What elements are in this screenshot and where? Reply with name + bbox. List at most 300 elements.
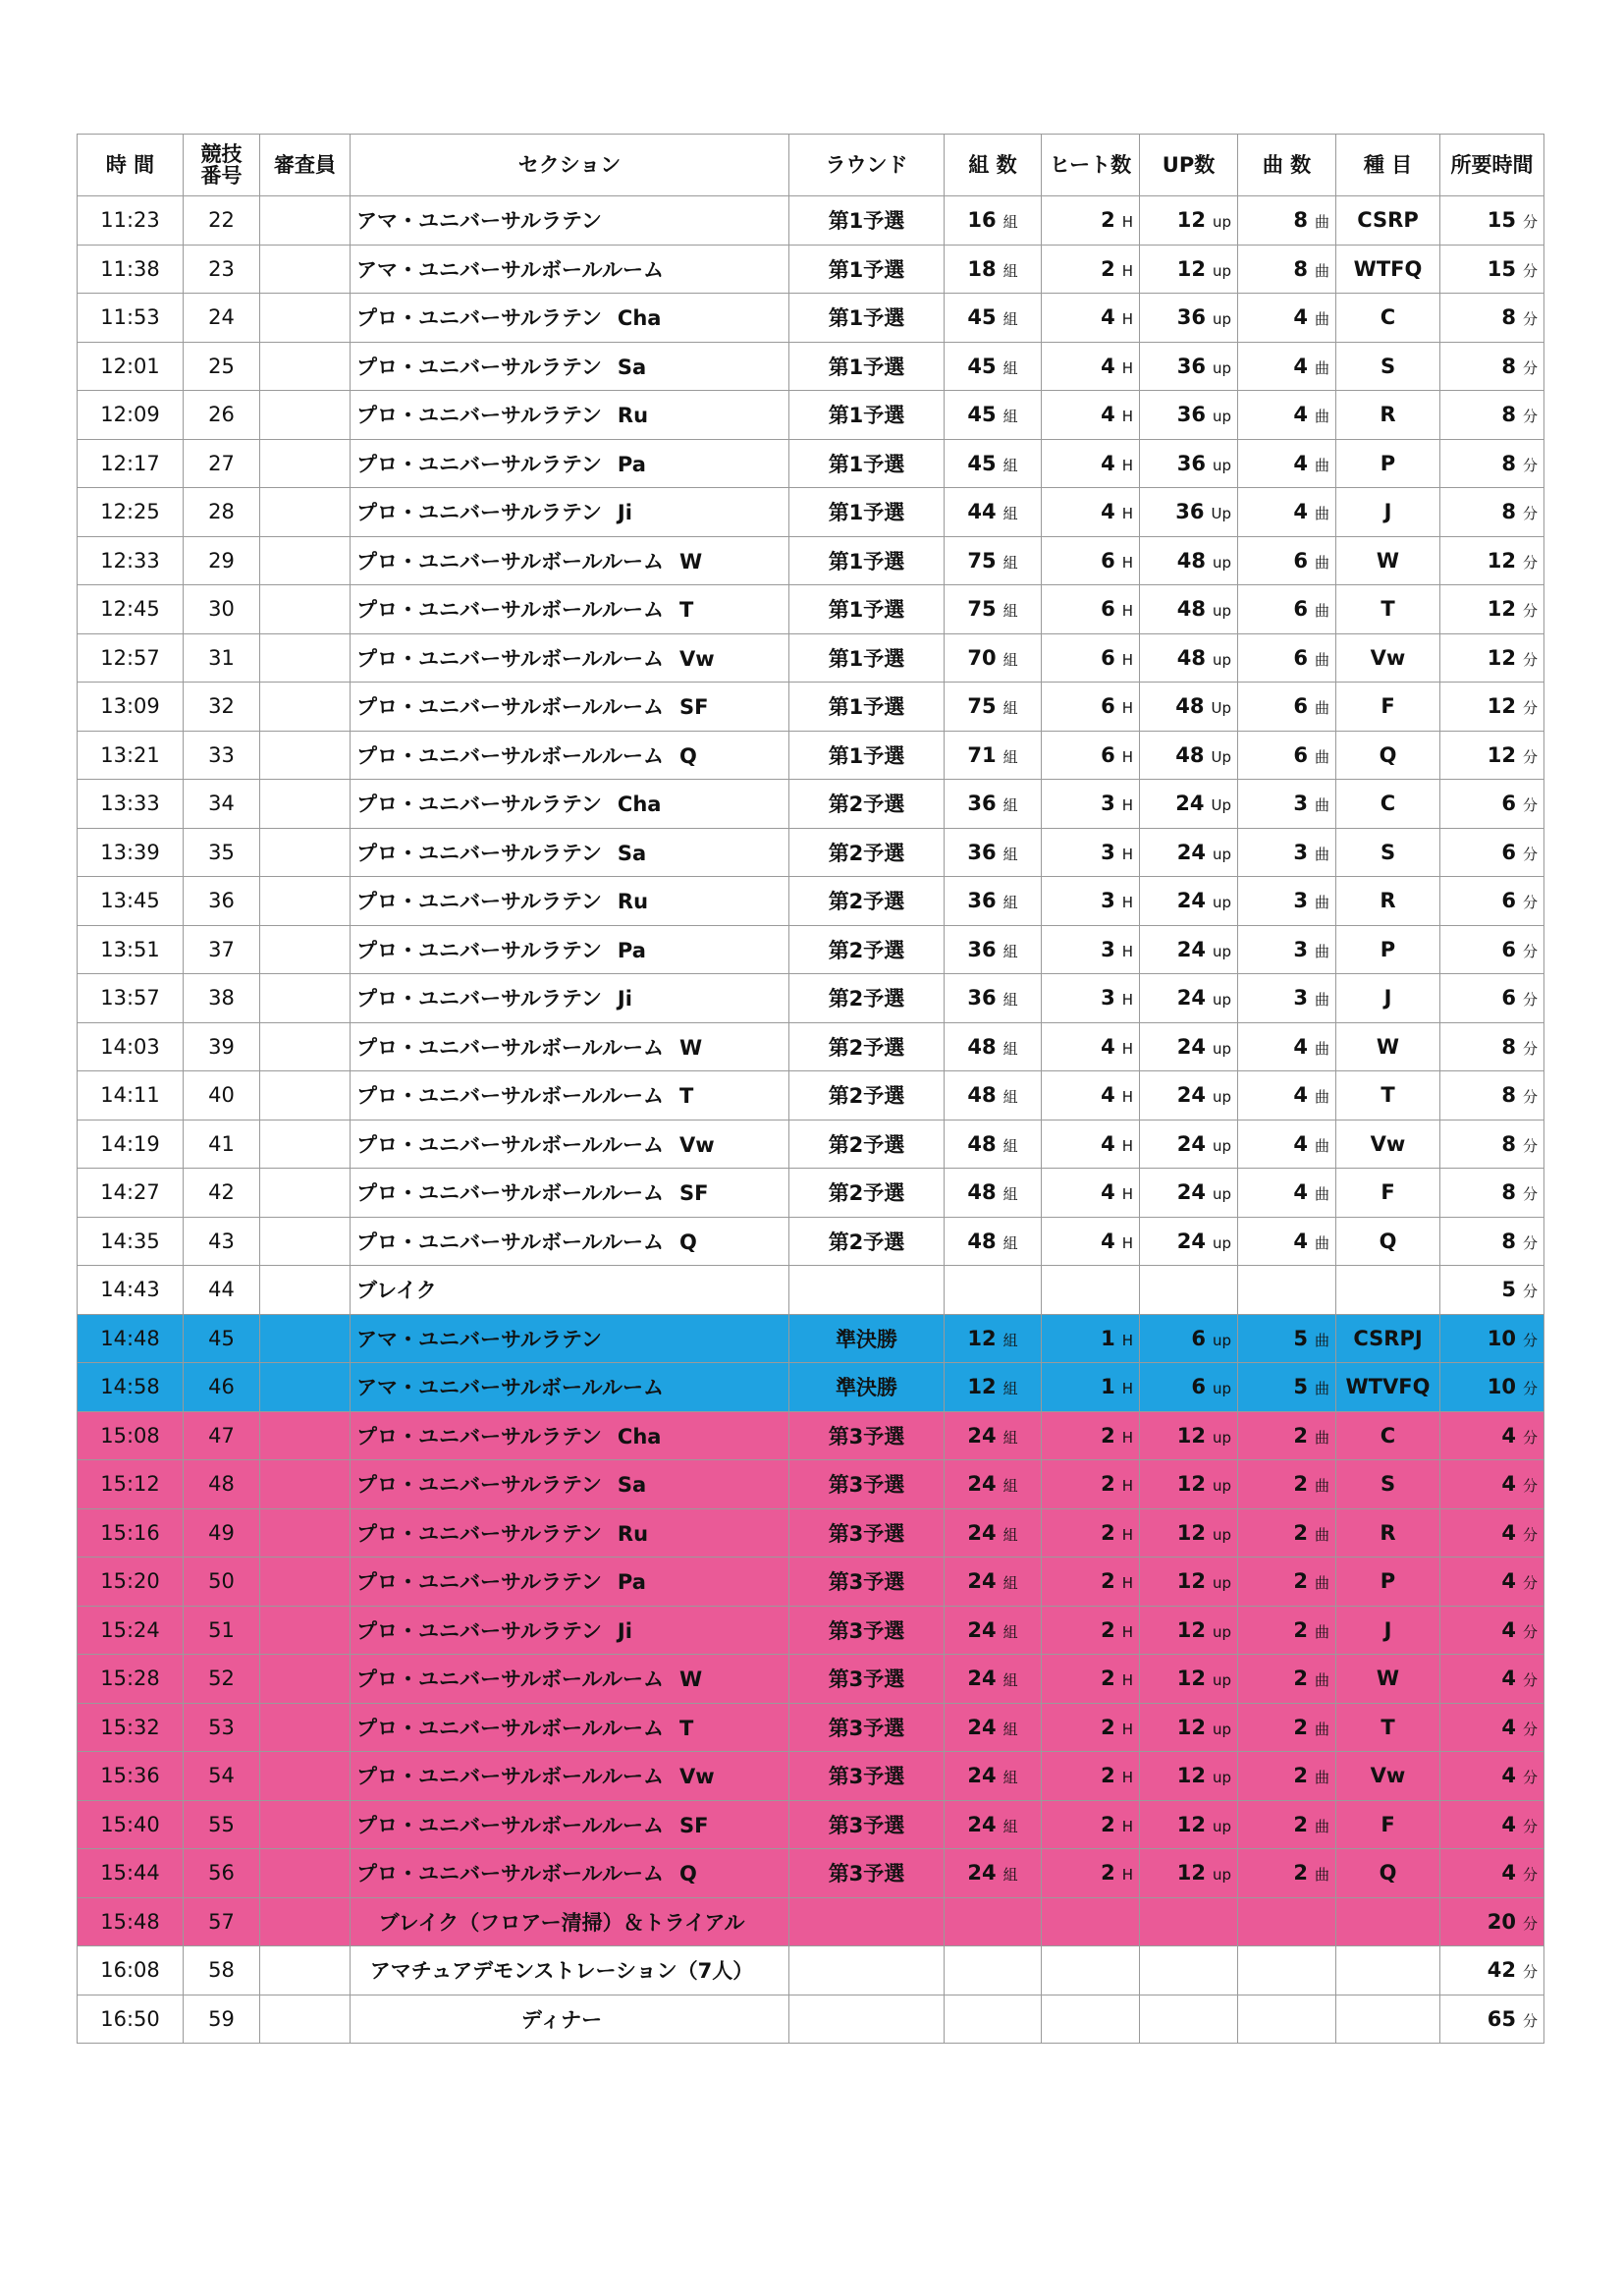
round-name: 第1予選 bbox=[828, 404, 905, 428]
table-body bbox=[78, 196, 1544, 2044]
event-number-value: 52 bbox=[208, 1667, 235, 1691]
round-name: 第3予選 bbox=[828, 1570, 905, 1595]
section-cell bbox=[351, 1558, 789, 1607]
event-value: W bbox=[1376, 548, 1400, 573]
event-number-cell bbox=[184, 925, 260, 974]
songs-cell bbox=[1238, 1946, 1336, 1995]
table-row bbox=[78, 1606, 1544, 1655]
section-cell bbox=[351, 1946, 789, 1995]
section-dance: Pa bbox=[617, 452, 646, 476]
judges-cell bbox=[260, 439, 351, 488]
couples-unit: 組 bbox=[1002, 310, 1018, 329]
section-dance: Q bbox=[679, 743, 697, 768]
event-number-cell bbox=[184, 1120, 260, 1169]
table-row bbox=[78, 1508, 1544, 1558]
round-name: 第3予選 bbox=[828, 1813, 905, 1837]
time-cell bbox=[78, 1703, 184, 1752]
up-cell bbox=[1140, 439, 1238, 488]
section-cell bbox=[351, 1071, 789, 1121]
section-cell bbox=[351, 1703, 789, 1752]
heats-value: 4 bbox=[1101, 1229, 1115, 1253]
duration-cell bbox=[1440, 196, 1544, 246]
up-cell bbox=[1140, 633, 1238, 683]
up-value: 6 bbox=[1191, 1326, 1206, 1350]
event-value: J bbox=[1383, 1617, 1392, 1642]
event-number-cell bbox=[184, 585, 260, 634]
couples-cell bbox=[945, 1266, 1042, 1315]
time-cell bbox=[78, 1558, 184, 1607]
heats-unit: H bbox=[1121, 1136, 1133, 1155]
couples-cell bbox=[945, 780, 1042, 829]
songs-cell bbox=[1238, 1120, 1336, 1169]
up-cell bbox=[1140, 1800, 1238, 1849]
up-cell bbox=[1140, 391, 1238, 440]
songs-cell bbox=[1238, 1071, 1336, 1121]
time-cell bbox=[78, 1071, 184, 1121]
event-cell bbox=[1336, 439, 1440, 488]
duration-unit: 分 bbox=[1522, 456, 1538, 474]
time-cell bbox=[78, 1460, 184, 1509]
couples-value: 36 bbox=[967, 840, 997, 864]
couples-value: 45 bbox=[967, 354, 997, 378]
songs-cell bbox=[1238, 1995, 1336, 2044]
event-cell bbox=[1336, 828, 1440, 877]
event-cell bbox=[1336, 294, 1440, 343]
event-number-value: 45 bbox=[208, 1326, 235, 1350]
couples-value: 24 bbox=[967, 1812, 997, 1836]
time-cell bbox=[78, 391, 184, 440]
time-value: 14:43 bbox=[100, 1278, 160, 1302]
section-cell bbox=[351, 585, 789, 634]
round-cell bbox=[789, 1120, 945, 1169]
heats-unit: H bbox=[1121, 1817, 1133, 1835]
table-row bbox=[78, 1460, 1544, 1509]
up-cell bbox=[1140, 828, 1238, 877]
up-unit: up bbox=[1212, 1525, 1231, 1544]
heats-value: 3 bbox=[1101, 792, 1115, 816]
duration-value: 6 bbox=[1501, 889, 1516, 913]
couples-unit: 組 bbox=[1002, 650, 1018, 669]
section-dance: SF bbox=[679, 695, 709, 720]
songs-value: 3 bbox=[1293, 986, 1308, 1011]
time-cell bbox=[78, 1266, 184, 1315]
round-name: 第2予選 bbox=[828, 890, 905, 914]
songs-cell bbox=[1238, 877, 1336, 926]
event-number-cell bbox=[184, 1022, 260, 1071]
duration-unit: 分 bbox=[1522, 1283, 1538, 1301]
songs-unit: 曲 bbox=[1314, 1769, 1329, 1787]
section-dance: Vw bbox=[679, 646, 715, 671]
round-name: 準決勝 bbox=[836, 1376, 897, 1400]
up-cell bbox=[1140, 780, 1238, 829]
section-cell bbox=[351, 439, 789, 488]
couples-value: 24 bbox=[967, 1472, 997, 1497]
duration-cell bbox=[1440, 683, 1544, 732]
header-row bbox=[78, 135, 1544, 196]
songs-unit: 曲 bbox=[1314, 1477, 1329, 1496]
couples-unit: 組 bbox=[1002, 699, 1018, 718]
event-value: J bbox=[1383, 986, 1392, 1011]
duration-value: 8 bbox=[1501, 1034, 1516, 1059]
event-cell bbox=[1336, 342, 1440, 391]
table-row bbox=[78, 877, 1544, 926]
up-value: 48 bbox=[1176, 645, 1206, 670]
event-number-cell bbox=[184, 1752, 260, 1801]
header-duration: 所要時間 bbox=[1440, 135, 1544, 196]
event-number-value: 51 bbox=[208, 1617, 235, 1642]
time-cell bbox=[78, 1411, 184, 1460]
event-number-value: 48 bbox=[208, 1472, 235, 1497]
couples-value: 36 bbox=[967, 792, 997, 816]
event-value: P bbox=[1380, 1569, 1396, 1594]
heats-cell bbox=[1042, 585, 1140, 634]
time-cell bbox=[78, 731, 184, 780]
couples-unit: 組 bbox=[1002, 1622, 1018, 1641]
couples-value: 24 bbox=[967, 1569, 997, 1594]
heats-cell bbox=[1042, 828, 1140, 877]
heats-value: 4 bbox=[1101, 305, 1115, 330]
up-unit: Up bbox=[1211, 699, 1231, 718]
round-cell bbox=[789, 1169, 945, 1218]
round-cell bbox=[789, 536, 945, 585]
event-number-cell bbox=[184, 342, 260, 391]
duration-cell bbox=[1440, 1606, 1544, 1655]
event-value: R bbox=[1380, 1520, 1396, 1545]
header-round: ラウンド bbox=[789, 135, 945, 196]
songs-cell bbox=[1238, 1897, 1336, 1946]
songs-cell bbox=[1238, 196, 1336, 246]
time-value: 12:25 bbox=[100, 500, 160, 524]
round-cell bbox=[789, 439, 945, 488]
couples-cell bbox=[945, 1800, 1042, 1849]
songs-unit: 曲 bbox=[1314, 1428, 1329, 1447]
duration-value: 4 bbox=[1501, 1715, 1516, 1739]
time-value: 14:35 bbox=[100, 1229, 160, 1253]
round-name: 第1予選 bbox=[828, 306, 905, 331]
songs-cell bbox=[1238, 488, 1336, 537]
round-name: 第2予選 bbox=[828, 1035, 905, 1060]
duration-cell bbox=[1440, 1217, 1544, 1266]
songs-value: 4 bbox=[1293, 500, 1308, 524]
event-cell bbox=[1336, 1800, 1440, 1849]
couples-value: 45 bbox=[967, 451, 997, 475]
duration-cell bbox=[1440, 1752, 1544, 1801]
event-number-cell bbox=[184, 294, 260, 343]
time-cell bbox=[78, 1849, 184, 1898]
duration-value: 65 bbox=[1487, 2006, 1516, 2031]
section-cell bbox=[351, 1120, 789, 1169]
section-name: プロ・ユニバーサルラテン bbox=[356, 1618, 602, 1643]
heats-cell bbox=[1042, 1703, 1140, 1752]
event-number-cell bbox=[184, 1411, 260, 1460]
duration-unit: 分 bbox=[1522, 845, 1538, 863]
time-cell bbox=[78, 196, 184, 246]
up-cell bbox=[1140, 585, 1238, 634]
time-cell bbox=[78, 245, 184, 294]
section-name: プロ・ユニバーサルボールルーム bbox=[356, 1132, 665, 1157]
time-value: 13:45 bbox=[100, 889, 160, 913]
section-cell bbox=[351, 488, 789, 537]
round-name: 第3予選 bbox=[828, 1716, 905, 1740]
up-unit: up bbox=[1212, 1866, 1231, 1885]
judges-cell bbox=[260, 1169, 351, 1218]
event-number-value: 54 bbox=[208, 1764, 235, 1788]
event-number-value: 31 bbox=[208, 645, 235, 670]
round-cell bbox=[789, 1508, 945, 1558]
duration-unit: 分 bbox=[1522, 1380, 1538, 1398]
judges-cell bbox=[260, 196, 351, 246]
couples-cell bbox=[945, 1217, 1042, 1266]
duration-value: 8 bbox=[1501, 403, 1516, 427]
duration-value: 12 bbox=[1487, 548, 1516, 573]
couples-value: 24 bbox=[967, 1715, 997, 1739]
duration-unit: 分 bbox=[1522, 602, 1538, 621]
couples-value: 45 bbox=[967, 305, 997, 330]
event-number-cell bbox=[184, 1266, 260, 1315]
up-unit: up bbox=[1212, 1769, 1231, 1787]
songs-unit: 曲 bbox=[1314, 1574, 1329, 1593]
time-value: 15:16 bbox=[100, 1520, 160, 1545]
event-cell bbox=[1336, 633, 1440, 683]
table-row bbox=[78, 1071, 1544, 1121]
section-name: アマ・ユニバーサルラテン bbox=[356, 1327, 602, 1351]
duration-cell bbox=[1440, 1460, 1544, 1509]
duration-cell bbox=[1440, 439, 1544, 488]
table-row bbox=[78, 1022, 1544, 1071]
event-value: W bbox=[1376, 1667, 1400, 1691]
section-cell bbox=[351, 245, 789, 294]
round-cell bbox=[789, 828, 945, 877]
section-dance: SF bbox=[679, 1813, 709, 1837]
up-cell bbox=[1140, 1120, 1238, 1169]
songs-cell bbox=[1238, 294, 1336, 343]
event-number-value: 36 bbox=[208, 889, 235, 913]
time-value: 16:08 bbox=[100, 1958, 160, 1983]
heats-unit: H bbox=[1121, 845, 1133, 863]
duration-unit: 分 bbox=[1522, 213, 1538, 232]
couples-unit: 組 bbox=[1002, 1039, 1018, 1058]
heats-value: 2 bbox=[1101, 1520, 1115, 1545]
duration-unit: 分 bbox=[1522, 1622, 1538, 1641]
heats-value: 3 bbox=[1101, 840, 1115, 864]
time-value: 15:40 bbox=[100, 1812, 160, 1836]
judges-cell bbox=[260, 1266, 351, 1315]
up-unit: up bbox=[1212, 553, 1231, 572]
event-value: S bbox=[1380, 354, 1396, 378]
section-cell bbox=[351, 1022, 789, 1071]
event-value: Q bbox=[1379, 742, 1397, 767]
heats-cell bbox=[1042, 536, 1140, 585]
up-unit: Up bbox=[1211, 505, 1231, 523]
event-number-value: 39 bbox=[208, 1034, 235, 1059]
event-number-cell bbox=[184, 1217, 260, 1266]
songs-value: 2 bbox=[1293, 1764, 1308, 1788]
duration-unit: 分 bbox=[1522, 1039, 1538, 1058]
duration-unit: 分 bbox=[1522, 505, 1538, 523]
couples-unit: 組 bbox=[1002, 1866, 1018, 1885]
couples-cell bbox=[945, 974, 1042, 1023]
time-cell bbox=[78, 1995, 184, 2044]
time-cell bbox=[78, 488, 184, 537]
songs-cell bbox=[1238, 633, 1336, 683]
heats-cell bbox=[1042, 1800, 1140, 1849]
up-value: 36 bbox=[1176, 403, 1206, 427]
couples-value: 48 bbox=[967, 1131, 997, 1156]
duration-cell bbox=[1440, 925, 1544, 974]
event-number-value: 59 bbox=[208, 2006, 235, 2031]
judges-cell bbox=[260, 1606, 351, 1655]
couples-cell bbox=[945, 633, 1042, 683]
songs-cell bbox=[1238, 1655, 1336, 1704]
event-cell bbox=[1336, 1314, 1440, 1363]
event-number-value: 28 bbox=[208, 500, 235, 524]
up-unit: up bbox=[1212, 1817, 1231, 1835]
duration-value: 10 bbox=[1487, 1326, 1516, 1350]
songs-value: 3 bbox=[1293, 792, 1308, 816]
couples-value: 36 bbox=[967, 937, 997, 961]
time-cell bbox=[78, 342, 184, 391]
heats-value: 4 bbox=[1101, 1083, 1115, 1108]
couples-value: 12 bbox=[967, 1326, 997, 1350]
up-cell bbox=[1140, 925, 1238, 974]
header-section: セクション bbox=[351, 135, 789, 196]
songs-value: 4 bbox=[1293, 305, 1308, 330]
up-value: 24 bbox=[1175, 792, 1205, 816]
section-dance: Vw bbox=[679, 1132, 715, 1157]
event-number-cell bbox=[184, 731, 260, 780]
heats-unit: H bbox=[1121, 456, 1133, 474]
section-name: プロ・ユニバーサルボールルーム bbox=[356, 743, 665, 768]
event-value: C bbox=[1380, 305, 1396, 330]
up-value: 12 bbox=[1176, 1764, 1206, 1788]
duration-unit: 分 bbox=[1522, 1233, 1538, 1252]
judges-cell bbox=[260, 925, 351, 974]
duration-cell bbox=[1440, 877, 1544, 926]
songs-cell bbox=[1238, 974, 1336, 1023]
couples-unit: 組 bbox=[1002, 1331, 1018, 1349]
up-unit: up bbox=[1212, 310, 1231, 329]
songs-unit: 曲 bbox=[1314, 505, 1329, 523]
section-cell bbox=[351, 196, 789, 246]
couples-value: 36 bbox=[967, 889, 997, 913]
duration-unit: 分 bbox=[1522, 1866, 1538, 1885]
section-cell bbox=[351, 1655, 789, 1704]
time-value: 15:32 bbox=[100, 1715, 160, 1739]
round-name: 第1予選 bbox=[828, 209, 905, 234]
event-cell bbox=[1336, 245, 1440, 294]
section-dance: W bbox=[679, 1035, 703, 1060]
up-cell bbox=[1140, 1169, 1238, 1218]
event-number-value: 46 bbox=[208, 1375, 235, 1399]
table-row bbox=[78, 1120, 1544, 1169]
couples-cell bbox=[945, 1022, 1042, 1071]
songs-cell bbox=[1238, 1411, 1336, 1460]
header-number-line2: 番号 bbox=[200, 164, 243, 188]
up-cell bbox=[1140, 488, 1238, 537]
duration-unit: 分 bbox=[1522, 408, 1538, 426]
event-value: W bbox=[1376, 1034, 1400, 1059]
event-number-value: 24 bbox=[208, 305, 235, 330]
heats-unit: H bbox=[1121, 894, 1133, 912]
songs-unit: 曲 bbox=[1314, 1331, 1329, 1349]
heats-value: 1 bbox=[1101, 1326, 1115, 1350]
event-cell bbox=[1336, 1897, 1440, 1946]
duration-unit: 分 bbox=[1522, 1963, 1538, 1982]
table-row bbox=[78, 1897, 1544, 1946]
round-cell bbox=[789, 1897, 945, 1946]
round-name: 第3予選 bbox=[828, 1667, 905, 1692]
up-unit: up bbox=[1212, 408, 1231, 426]
section-name: プロ・ユニバーサルラテン bbox=[356, 355, 602, 379]
time-cell bbox=[78, 1752, 184, 1801]
table-row bbox=[78, 342, 1544, 391]
section-name: プロ・ユニバーサルボールルーム bbox=[356, 646, 665, 671]
section-dance: Sa bbox=[617, 1473, 647, 1498]
couples-unit: 組 bbox=[1002, 845, 1018, 863]
songs-value: 5 bbox=[1293, 1375, 1308, 1399]
event-cell bbox=[1336, 683, 1440, 732]
section-name: プロ・ユニバーサルラテン bbox=[356, 1473, 602, 1498]
couples-cell bbox=[945, 925, 1042, 974]
round-cell bbox=[789, 1314, 945, 1363]
duration-unit: 分 bbox=[1522, 796, 1538, 815]
section-name: プロ・ユニバーサルラテン bbox=[356, 841, 602, 865]
up-cell bbox=[1140, 1897, 1238, 1946]
songs-cell bbox=[1238, 1460, 1336, 1509]
songs-cell bbox=[1238, 925, 1336, 974]
couples-unit: 組 bbox=[1002, 942, 1018, 960]
songs-value: 6 bbox=[1293, 742, 1308, 767]
couples-cell bbox=[945, 439, 1042, 488]
time-value: 15:44 bbox=[100, 1861, 160, 1886]
up-cell bbox=[1140, 1606, 1238, 1655]
up-value: 24 bbox=[1176, 840, 1206, 864]
duration-value: 4 bbox=[1501, 1812, 1516, 1836]
table-row bbox=[78, 925, 1544, 974]
up-value: 36 bbox=[1175, 500, 1205, 524]
event-value: F bbox=[1380, 694, 1395, 719]
event-number-value: 33 bbox=[208, 742, 235, 767]
heats-value: 1 bbox=[1101, 1375, 1115, 1399]
event-number-cell bbox=[184, 1703, 260, 1752]
judges-cell bbox=[260, 1849, 351, 1898]
section-dance: Ru bbox=[617, 404, 649, 428]
duration-unit: 分 bbox=[1522, 1136, 1538, 1155]
round-cell bbox=[789, 1752, 945, 1801]
up-cell bbox=[1140, 1995, 1238, 2044]
songs-value: 2 bbox=[1293, 1569, 1308, 1594]
up-cell bbox=[1140, 1022, 1238, 1071]
duration-value: 6 bbox=[1501, 986, 1516, 1011]
heats-cell bbox=[1042, 1411, 1140, 1460]
section-cell bbox=[351, 294, 789, 343]
event-number-cell bbox=[184, 1460, 260, 1509]
section-name: プロ・ユニバーサルラテン bbox=[356, 1424, 602, 1449]
duration-cell bbox=[1440, 1314, 1544, 1363]
section-cell bbox=[351, 828, 789, 877]
couples-cell bbox=[945, 1703, 1042, 1752]
couples-cell bbox=[945, 1314, 1042, 1363]
time-cell bbox=[78, 1800, 184, 1849]
songs-cell bbox=[1238, 1508, 1336, 1558]
duration-value: 10 bbox=[1487, 1375, 1516, 1399]
round-cell bbox=[789, 1655, 945, 1704]
duration-value: 42 bbox=[1487, 1958, 1516, 1983]
up-unit: up bbox=[1212, 261, 1231, 280]
section-name: プロ・ユニバーサルボールルーム bbox=[356, 1230, 665, 1254]
couples-unit: 組 bbox=[1002, 1574, 1018, 1593]
songs-cell bbox=[1238, 585, 1336, 634]
